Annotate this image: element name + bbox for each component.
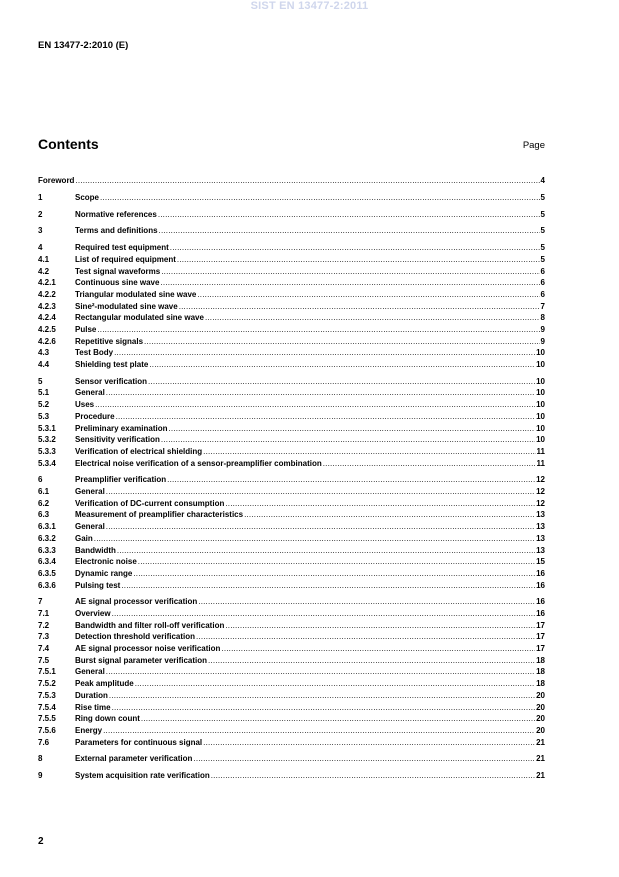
toc-entry-page: 10 [536, 423, 545, 433]
toc-entry-page: 7 [540, 301, 545, 311]
toc-entry-title: Measurement of preamplifier characteristics [75, 510, 244, 520]
toc-entry-number: 6.3.2 [38, 533, 56, 543]
toc-entry-page: 11 [536, 458, 545, 468]
toc-entry[interactable] [38, 225, 545, 237]
toc-entry-number: 4.2.5 [38, 324, 56, 334]
dot-leader [203, 446, 535, 458]
toc-entry-number: 5.3 [38, 411, 50, 421]
toc-entry-page: 13 [536, 522, 545, 532]
toc-entry[interactable] [38, 301, 545, 313]
toc-entry-title: Verification of DC-current consumption [75, 498, 225, 508]
toc-entry-title: Energy [75, 725, 103, 735]
toc-entry-title: Bandwidth and filter roll-off verification [75, 620, 225, 630]
dot-leader [211, 770, 535, 782]
toc-entry-title: AE signal processor verification [75, 597, 198, 607]
toc-entry-title: Sensor verification [75, 376, 148, 386]
toc-entry-title: General [75, 667, 105, 677]
toc-entry-title: Bandwidth [75, 545, 116, 555]
toc-entry-title: Verification of electrical shielding [75, 446, 203, 456]
dot-leader [106, 666, 535, 678]
toc-entry-title: Shielding test plate [75, 360, 149, 369]
toc-entry-title: Test signal waveforms [75, 266, 161, 276]
toc-entry-title: Dynamic range [75, 568, 133, 578]
toc-entry-number: 6.3.6 [38, 580, 56, 590]
toc-entry-title: Test Body [75, 348, 114, 358]
dot-leader [148, 376, 535, 388]
dot-leader [133, 568, 535, 580]
toc-entry[interactable] [38, 324, 545, 336]
toc-entry-page: 12 [536, 475, 545, 485]
toc-entry-title: External parameter verification [75, 754, 193, 764]
page-title: Contents [38, 136, 99, 152]
dot-leader [225, 620, 535, 632]
toc-entry-page: 6 [540, 266, 545, 276]
dot-leader [100, 192, 540, 204]
toc-entry-title: System acquisition rate verification [75, 771, 210, 781]
toc-entry-title: Detection threshold verification [75, 632, 196, 642]
toc-entry-page: 4 [540, 176, 545, 185]
toc-entry[interactable] [38, 387, 545, 399]
toc-entry[interactable] [38, 643, 545, 655]
toc-entry[interactable] [38, 702, 545, 714]
toc-entry[interactable] [38, 753, 545, 765]
toc-entry[interactable] [38, 347, 545, 359]
toc-entry-page: 17 [536, 644, 545, 654]
toc-entry-page: 10 [536, 360, 545, 369]
toc-entry-title: General [75, 388, 105, 398]
toc-entry[interactable] [38, 312, 545, 324]
toc-entry-page: 18 [536, 667, 545, 677]
toc-entry-page: 10 [536, 435, 545, 445]
toc-entry-title: Overview [75, 609, 111, 619]
toc-entry-page: 10 [536, 348, 545, 358]
toc-entry[interactable] [38, 434, 545, 446]
toc-entry-title: Pulse [75, 324, 97, 334]
toc-entry-page: 17 [536, 620, 545, 630]
toc-entry-page: 5 [540, 254, 545, 264]
toc-entry-title: Sine²-modulated sine wave [75, 301, 178, 311]
toc-entry-number: 5.3.1 [38, 423, 56, 433]
dot-leader [138, 556, 535, 568]
dot-leader [197, 289, 539, 301]
toc-entry-number: 7.5 [38, 655, 50, 665]
toc-entry[interactable] [38, 596, 545, 608]
toc-entry-page: 20 [536, 690, 545, 700]
toc-entry-number: 7.5.4 [38, 702, 56, 712]
toc-entry-page: 6 [540, 289, 545, 299]
dot-leader [103, 725, 535, 737]
toc-entry-number: 7.5.5 [38, 714, 56, 724]
toc-entry-page: 10 [536, 376, 545, 386]
toc-entry-page: 20 [536, 725, 545, 735]
toc-entry[interactable] [38, 175, 545, 187]
dot-leader [75, 175, 539, 187]
toc-entry[interactable] [38, 266, 545, 278]
toc-entry-title: Continuous sine wave [75, 278, 160, 288]
toc-entry[interactable] [38, 509, 545, 521]
toc-entry-number: 6.1 [38, 487, 50, 497]
toc-entry[interactable] [38, 770, 545, 782]
toc-entry-number: 7.5.2 [38, 679, 56, 689]
toc-entry-page: 5 [540, 209, 545, 219]
toc-entry-number: 4 [38, 243, 43, 253]
page-number: 2 [38, 836, 44, 847]
dot-leader [170, 242, 540, 254]
toc-entry-number: 7.5.6 [38, 725, 56, 735]
toc-entry-page: 16 [536, 609, 545, 619]
toc-entry-title: Electronic noise [75, 557, 137, 567]
toc-entry-page: 21 [536, 754, 545, 764]
toc-entry-title: Sensitivity verification [75, 435, 160, 445]
toc-entry-page: 18 [536, 679, 545, 689]
toc-entry-title: Ring down count [75, 714, 140, 724]
toc-entry-title: Electrical noise verification of a sensor-preamplifier combination [75, 458, 322, 468]
toc-entry[interactable] [38, 423, 545, 435]
dot-leader [141, 713, 535, 725]
toc-entry[interactable] [38, 411, 545, 423]
toc-entry-page: 12 [536, 498, 545, 508]
toc-entry-title: Burst signal parameter verification [75, 655, 208, 665]
toc-entry-title: AE signal processor noise verification [75, 644, 221, 654]
toc-entry-number: 6.3 [38, 510, 50, 520]
toc-entry-title: General [75, 487, 105, 497]
toc-entry-page: 9 [540, 324, 545, 334]
toc-entry-title: Duration [75, 690, 108, 700]
toc-entry-number: 5.2 [38, 400, 50, 410]
toc-entry-number: 1 [38, 192, 43, 202]
toc-entry[interactable] [38, 289, 545, 301]
toc-entry-page: 5 [540, 243, 545, 253]
toc-entry-number: 4.2.3 [38, 301, 56, 311]
toc-entry[interactable] [38, 533, 545, 545]
toc-entry[interactable] [38, 521, 545, 533]
toc-entry[interactable] [38, 725, 545, 737]
dot-leader [323, 458, 536, 470]
toc-entry-number: 6.2 [38, 498, 50, 508]
toc-entry[interactable] [38, 666, 545, 678]
toc-entry-number: 4.1 [38, 254, 50, 264]
dot-leader [161, 266, 539, 278]
dot-leader [196, 631, 535, 643]
page-column-label: Page [522, 140, 545, 151]
dot-leader [121, 580, 535, 592]
dot-leader [168, 423, 535, 435]
dot-leader [112, 608, 536, 620]
toc-entry[interactable] [38, 254, 545, 266]
toc-entry-number: 4.2.2 [38, 289, 56, 299]
toc-entry-number: 7.4 [38, 644, 50, 654]
dot-leader [135, 678, 535, 690]
toc-entry-title: Repetitive signals [75, 336, 144, 346]
toc-entry[interactable] [38, 568, 545, 580]
dot-leader [149, 359, 535, 371]
dot-leader [159, 225, 540, 237]
toc-entry-page: 10 [536, 400, 545, 410]
toc-entry-page: 9 [540, 336, 545, 346]
toc-entry[interactable] [38, 545, 545, 557]
toc-entry-number: 7.3 [38, 632, 50, 642]
dot-leader [244, 509, 535, 521]
toc-entry-title: Foreword [38, 176, 75, 185]
dot-leader [106, 521, 535, 533]
toc-entry-number: 5.3.4 [38, 458, 56, 468]
toc-entry[interactable] [38, 620, 545, 632]
toc-entry[interactable] [38, 713, 545, 725]
toc-entry-page: 20 [536, 714, 545, 724]
dot-leader [179, 301, 540, 313]
toc-entry-title: Parameters for continuous signal [75, 737, 203, 747]
toc-entry-title: Scope [75, 192, 100, 202]
dot-leader [116, 411, 536, 423]
toc-entry-title: Gain [75, 533, 93, 543]
toc-entry[interactable] [38, 631, 545, 643]
toc-entry-title: Pulsing test [75, 580, 121, 590]
toc-entry-page: 16 [536, 580, 545, 590]
toc-entry[interactable] [38, 376, 545, 388]
toc-entry-title: Procedure [75, 411, 115, 421]
toc-entry-page: 8 [540, 313, 545, 323]
dot-leader [112, 702, 536, 714]
toc-entry-title: Rectangular modulated sine wave [75, 313, 204, 323]
toc-entry-page: 16 [536, 597, 545, 607]
toc-entry-number: 6.3.3 [38, 545, 56, 555]
toc-entry-number: 7.5.3 [38, 690, 56, 700]
dot-leader [95, 399, 535, 411]
toc-entry-page: 16 [536, 568, 545, 578]
toc-entry[interactable] [38, 192, 545, 204]
dot-leader [106, 387, 535, 399]
toc-entry[interactable] [38, 336, 545, 348]
toc-entry-number: 7.6 [38, 737, 50, 747]
dot-leader [225, 498, 535, 510]
toc-entry[interactable] [38, 556, 545, 568]
toc-entry-number: 4.3 [38, 348, 50, 358]
toc-entry-number: 2 [38, 209, 43, 219]
toc-entry-number: 4.2 [38, 266, 50, 276]
toc-entry-page: 15 [536, 557, 545, 567]
watermark: SIST EN 13477-2:2011 [250, 0, 369, 12]
dot-leader [144, 336, 540, 348]
toc-entry-title: Uses [75, 400, 95, 410]
toc-entry-page: 11 [536, 446, 545, 456]
toc-entry-number: 4.4 [38, 360, 50, 369]
dot-leader [221, 643, 535, 655]
toc-entry-page: 10 [536, 411, 545, 421]
toc-entry-number: 7.1 [38, 609, 50, 619]
toc-entry-page: 10 [536, 388, 545, 398]
toc-entry[interactable] [38, 399, 545, 411]
toc-entry-page: 12 [536, 487, 545, 497]
toc-entry-page: 6 [540, 278, 545, 288]
toc-entry-number: 6.3.1 [38, 522, 56, 532]
toc-entry-title: Peak amplitude [75, 679, 134, 689]
dot-leader [177, 254, 540, 266]
dot-leader [203, 737, 535, 749]
toc-entry[interactable] [38, 474, 545, 486]
dot-leader [106, 486, 535, 498]
toc-entry[interactable] [38, 655, 545, 667]
dot-leader [97, 324, 539, 336]
dot-leader [117, 545, 535, 557]
toc-entry[interactable] [38, 359, 545, 371]
toc-entry-number: 5.3.3 [38, 446, 56, 456]
toc-entry[interactable] [38, 458, 545, 470]
toc-entry-page: 20 [536, 702, 545, 712]
toc-entry-page: 5 [540, 226, 545, 236]
document-id: EN 13477-2:2010 (E) [38, 40, 129, 51]
toc-entry-title: Terms and definitions [75, 226, 158, 236]
toc-entry-number: 7.5.1 [38, 667, 56, 677]
dot-leader [161, 434, 535, 446]
dot-leader [205, 312, 540, 324]
dot-leader [167, 474, 535, 486]
toc-entry-page: 5 [540, 192, 545, 202]
toc-entry-page: 17 [536, 632, 545, 642]
toc-entry-page: 13 [536, 533, 545, 543]
toc-entry-title: Preliminary examination [75, 423, 168, 433]
toc-entry-title: Preamplifier verification [75, 475, 167, 485]
toc-entry[interactable] [38, 737, 545, 749]
dot-leader [158, 209, 540, 221]
toc-entry[interactable] [38, 486, 545, 498]
toc-entry-title: Rise time [75, 702, 111, 712]
toc-entry-title: Required test equipment [75, 243, 169, 253]
toc-entry-number: 4.2.1 [38, 278, 56, 288]
toc-entry-number: 8 [38, 754, 43, 764]
toc-entry-title: Normative references [75, 209, 157, 219]
toc-entry-number: 5.1 [38, 388, 50, 398]
toc-entry-number: 3 [38, 226, 43, 236]
toc-entry[interactable] [38, 690, 545, 702]
toc-entry-page: 21 [536, 771, 545, 781]
dot-leader [208, 655, 535, 667]
toc-entry-number: 5 [38, 376, 43, 386]
toc-entry-number: 4.2.6 [38, 336, 56, 346]
dot-leader [94, 533, 535, 545]
toc-entry-number: 5.3.2 [38, 435, 56, 445]
toc-entry-page: 13 [536, 510, 545, 520]
toc-entry-page: 21 [536, 737, 545, 747]
toc-entry[interactable] [38, 242, 545, 254]
toc-entry[interactable] [38, 608, 545, 620]
dot-leader [193, 753, 535, 765]
toc-entry[interactable] [38, 209, 545, 221]
table-of-contents [38, 175, 545, 782]
toc-entry[interactable] [38, 678, 545, 690]
dot-leader [160, 277, 539, 289]
toc-entry-number: 6 [38, 475, 43, 485]
toc-entry-number: 6.3.4 [38, 557, 56, 567]
toc-entry[interactable] [38, 498, 545, 510]
dot-leader [109, 690, 535, 702]
toc-entry-number: 7 [38, 597, 43, 607]
dot-leader [198, 596, 535, 608]
toc-entry-title: Triangular modulated sine wave [75, 289, 197, 299]
dot-leader [114, 347, 535, 359]
toc-entry[interactable] [38, 277, 545, 289]
toc-entry-title: List of required equipment [75, 254, 176, 264]
toc-entry[interactable] [38, 580, 545, 592]
toc-entry-number: 7.2 [38, 620, 50, 630]
toc-entry-page: 13 [536, 545, 545, 555]
toc-entry-number: 6.3.5 [38, 568, 56, 578]
toc-entry[interactable] [38, 446, 545, 458]
toc-entry-number: 4.2.4 [38, 313, 56, 323]
toc-entry-title: General [75, 522, 105, 532]
toc-entry-number: 9 [38, 771, 43, 781]
toc-entry-page: 18 [536, 655, 545, 665]
